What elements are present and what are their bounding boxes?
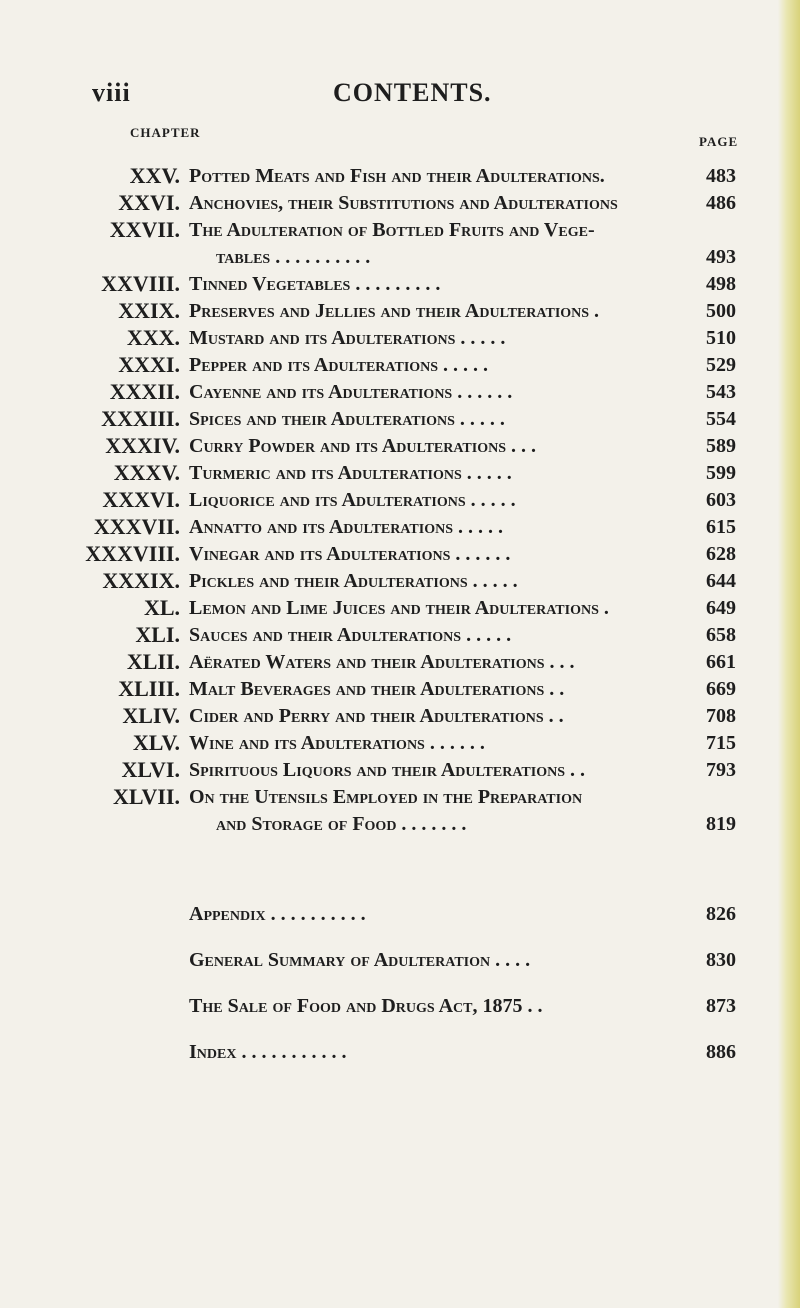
toc-entry[interactable] [0,676,800,704]
chapter-number: XXXIX. [102,568,180,593]
page-ref: 708 [706,705,736,727]
chapter-number: XLII. [126,649,180,674]
toc-entry[interactable] [0,379,800,407]
page-column-heading: PAGE [699,134,739,149]
chapter-title: Curry Powder and its Adulterations . . . [189,435,537,457]
page-ref: 493 [706,246,736,268]
toc-entry[interactable] [0,298,800,326]
page-ref: 500 [706,300,736,322]
toc-entry-continuation[interactable] [0,811,800,839]
chapter-column-heading: CHAPTER [130,125,201,140]
chapter-title: On the Utensils Employed in the Preparation [189,786,583,808]
toc-entry[interactable] [0,325,800,353]
page-ref: 554 [706,408,736,430]
appendix-title: General Summary of Adulteration . . . . [189,949,531,971]
chapter-number: XXXVI. [102,487,180,512]
chapter-title: Potted Meats and Fish and their Adulterations. [189,165,605,187]
chapter-title: Cayenne and its Adulterations . . . . . . [189,381,513,403]
page-ref: 873 [706,995,736,1017]
page-ref: 529 [706,354,736,376]
chapter-title: Malt Beverages and their Adulterations . . [189,678,565,700]
chapter-title: Aërated Waters and their Adulterations . . . [189,651,575,673]
page-ref: 615 [706,516,736,538]
page-ref: 543 [706,381,736,403]
chapter-number: XXXI. [118,352,180,377]
toc-entry[interactable] [0,703,800,731]
appendix-title: Appendix . . . . . . . . . . [189,903,366,925]
page-ref: 589 [706,435,736,457]
chapter-title: Pepper and its Adulterations . . . . . [189,354,489,376]
chapter-title: Spirituous Liquors and their Adulterations . . [189,759,585,781]
page-number: viii [92,78,131,107]
chapter-title: Turmeric and its Adulterations . . . . . [189,462,512,484]
toc-appendix-entry[interactable] [0,901,800,931]
toc-entry[interactable] [0,352,800,380]
chapter-number: XXXII. [109,379,180,404]
page-ref: 649 [706,597,736,619]
toc-entry[interactable] [0,406,800,434]
page-ref: 644 [706,570,736,592]
toc-entry[interactable] [0,649,800,677]
page-ref: 715 [706,732,736,754]
toc-entry[interactable] [0,460,800,488]
toc-entry[interactable] [0,541,800,569]
chapter-title: Cider and Perry and their Adulterations . . [189,705,564,727]
chapter-title: tables . . . . . . . . . . [216,246,371,268]
chapter-number: XXVIII. [101,271,180,296]
toc-appendix-entry[interactable] [0,1039,800,1069]
appendix-title: The Sale of Food and Drugs Act, 1875 . . [189,995,543,1017]
chapter-title: Tinned Vegetables . . . . . . . . . [189,273,441,295]
chapter-number: XXV. [129,163,180,188]
chapter-number: XLIII. [118,676,180,701]
chapter-number: XXXIII. [101,406,180,431]
toc-entry[interactable] [0,784,800,812]
toc-appendix-entry[interactable] [0,993,800,1023]
page-ref: 826 [706,903,736,925]
chapter-number: XXIX. [118,298,180,323]
toc-entry-continuation[interactable] [0,244,800,272]
page-ref: 661 [706,651,736,673]
chapter-title: Vinegar and its Adulterations . . . . . . [189,543,511,565]
chapter-title: Liquorice and its Adulterations . . . . . [189,489,516,511]
chapter-number: XL. [143,595,180,620]
page-ref: 628 [706,543,736,565]
toc-entry[interactable] [0,568,800,596]
toc-entry[interactable] [0,487,800,515]
toc-entry[interactable] [0,595,800,623]
toc-entry[interactable] [0,271,800,299]
running-title: CONTENTS. [333,78,492,107]
chapter-number: XXVII. [109,217,180,242]
chapter-number: XLVII. [112,784,180,809]
toc-entry[interactable] [0,757,800,785]
chapter-number: XLIV. [122,703,180,728]
page-header [0,78,800,118]
chapter-number: XLV. [132,730,180,755]
chapter-number: XXXVII. [93,514,180,539]
appendix-title: Index . . . . . . . . . . . [189,1041,347,1063]
page-ref: 658 [706,624,736,646]
toc-entry[interactable] [0,730,800,758]
chapter-title: Sauces and their Adulterations . . . . . [189,624,512,646]
toc-entry[interactable] [0,622,800,650]
page-ref: 669 [706,678,736,700]
chapter-number: XXX. [126,325,180,350]
chapter-title: Wine and its Adulterations . . . . . . [189,732,485,754]
page-ref: 886 [706,1041,736,1063]
chapter-title: Anchovies, their Substitutions and Adulterations [189,192,618,214]
toc-entry[interactable] [0,433,800,461]
chapter-number: XXXV. [113,460,180,485]
page-ref: 599 [706,462,736,484]
chapter-number: XXXIV. [105,433,180,458]
chapter-title: Mustard and its Adulterations . . . . . [189,327,506,349]
page-ref: 486 [706,192,736,214]
chapter-title: Pickles and their Adulterations . . . . . [189,570,518,592]
chapter-title: Annatto and its Adulterations . . . . . [189,516,503,538]
toc-entry[interactable] [0,163,800,191]
chapter-title: The Adulteration of Bottled Fruits and Vege- [189,219,595,241]
chapter-number: XLI. [135,622,180,647]
chapter-title: Preserves and Jellies and their Adulterations . [189,300,600,322]
page-ref: 819 [706,813,736,835]
page-ref: 603 [706,489,736,511]
page-ref: 510 [706,327,736,349]
toc-entry[interactable] [0,514,800,542]
chapter-title: Lemon and Lime Juices and their Adulterations . [189,597,609,619]
chapter-number: XLVI. [121,757,180,782]
toc-appendix-entry[interactable] [0,947,800,977]
toc-entry[interactable] [0,190,800,218]
page-ref: 498 [706,273,736,295]
page-ref: 483 [706,165,736,187]
chapter-title: and Storage of Food . . . . . . . [216,813,467,835]
page-ref: 830 [706,949,736,971]
page-ref: 793 [706,759,736,781]
chapter-title: Spices and their Adulterations . . . . . [189,408,505,430]
chapter-number: XXXVIII. [85,541,180,566]
chapter-number: XXVI. [118,190,180,215]
toc-entry[interactable] [0,217,800,245]
